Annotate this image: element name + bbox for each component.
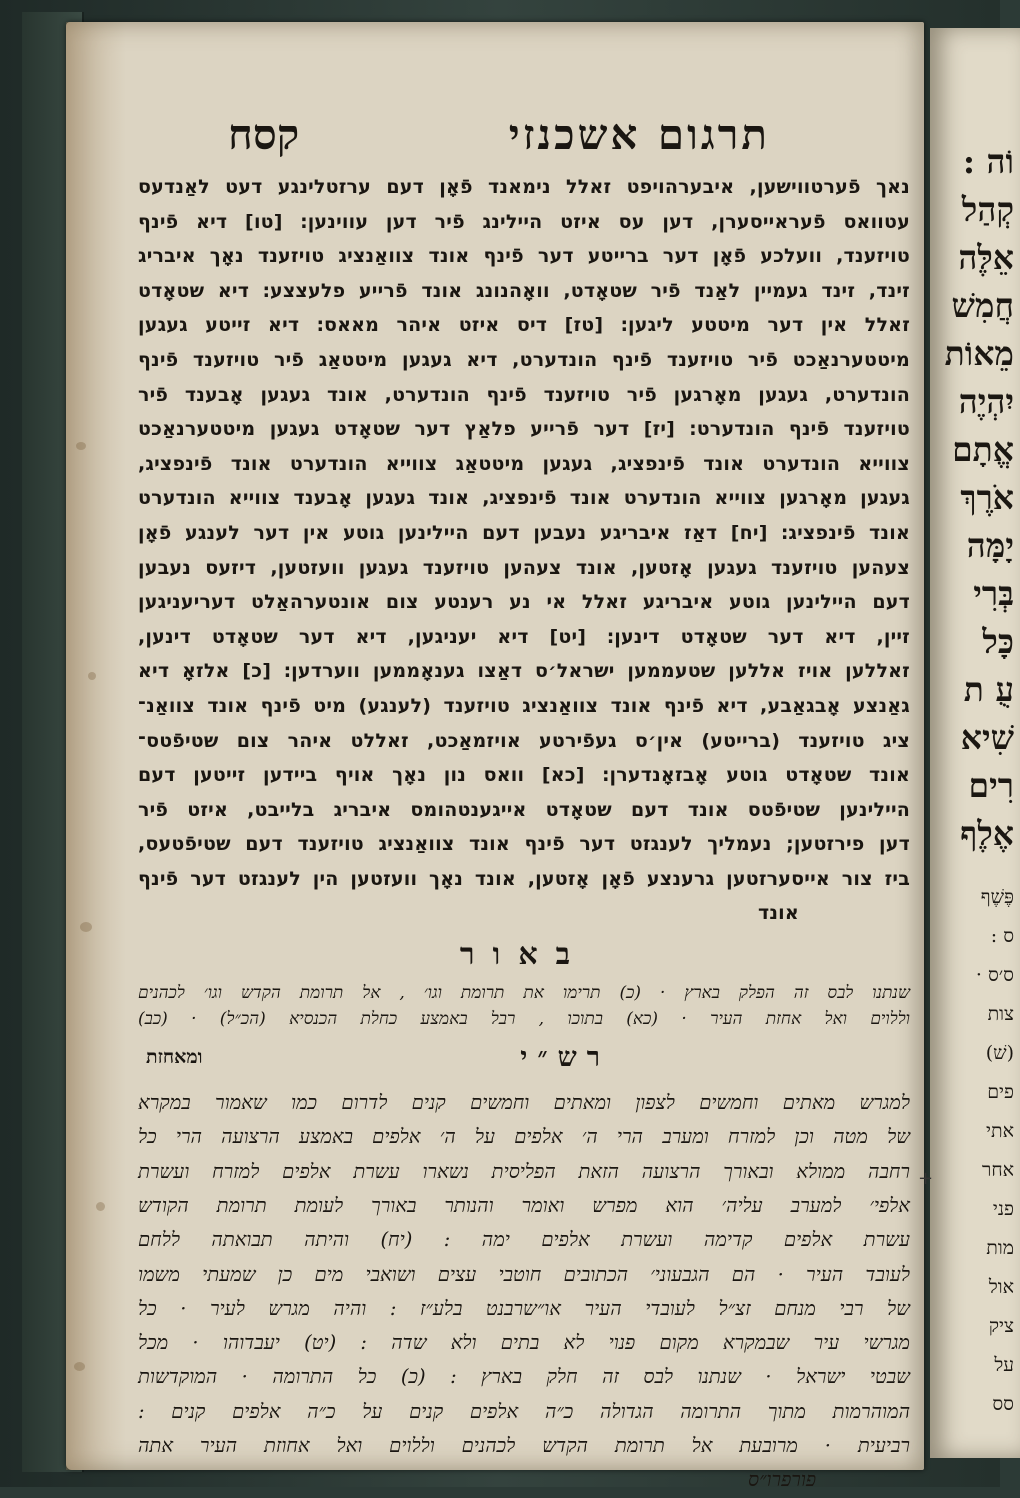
facing-line: אֶלֶף — [960, 814, 1014, 853]
facing-line: ציק — [988, 1315, 1014, 1337]
translation-line: עטוואס פֿעראייסערן, דען עס איזט היילינג פֿיר דען עווינען׃ [טו] דיא פֿינף — [138, 210, 910, 233]
rashi-line: אלפי׳ למערב עליה׳ הוא מפרש ואומר והנותר באורך לעומת תרומת הקודש — [138, 1193, 910, 1217]
translation-line: געגען מאָרגען צווייא הונדערט אונד פֿינפציג, אונד געגען אָבענד צווייא הונדערט — [138, 487, 910, 510]
rashi-catchword: ומאחזת — [146, 1046, 203, 1069]
rashi-block — [138, 1086, 910, 1498]
translation-line: טויזענד, וועלכע פֿאָן דער ברייטע דער פֿינף אונד צוואַנציג טויזענד נאָך איבריג — [138, 245, 910, 268]
rashi-line: של מטה וכן למזרח ומערב הרי ה׳ אלפים על ה׳ אלפים באמצע הרצועה הרי כל — [138, 1125, 910, 1149]
facing-line: חֲמִשׁ — [951, 286, 1014, 325]
rashi-line: שבטי ישראל · שנתנו לבס זה חלק בארץ : (כ) כל התרומה · המוקדשות — [138, 1365, 910, 1389]
translation-line: ביז צור אייסערזטען גרענצע פֿאָן אָזטען, אונד נאָך וועזטען הין לענגזט דער פֿינף — [138, 867, 910, 890]
biur-line: שנתנו לבס זה הפלק בארץ · (כ) תרימו את תרומת וגו׳ , אל תרומת הקדש וגו׳ לכהנים — [138, 983, 910, 1004]
stain — [88, 672, 96, 680]
translation-line: טויזענד פֿינף הונדערט׃ [יז] דער פֿרייע פלאַץ דער שטאָדט געגען מיטטערנאַכט — [138, 418, 910, 441]
page-number: קסח — [228, 110, 300, 159]
rashi-line: רביעית · מרובעת אל תרומת הקדש לכהנים וללוים ואל אחוזת העיר אתה — [138, 1434, 910, 1458]
translation-line: ציג טויזענד (ברייטע) אין׳ס געפֿירטע אויזמאַכט, זאללט איהר צום שטיפֿטס־ — [138, 729, 910, 752]
facing-line: קְהַל — [961, 190, 1014, 229]
stain — [74, 1362, 85, 1371]
stain — [96, 1202, 105, 1211]
facing-line: רִים — [968, 766, 1014, 805]
facing-line: יִהְיֶה — [958, 382, 1014, 421]
rashi-end-catchword: פורפרו״ס — [748, 1468, 817, 1492]
facing-lower-text — [930, 878, 1014, 1424]
margin-mark: + — [918, 1168, 934, 1189]
facing-line: ס׳ס · — [975, 964, 1014, 986]
facing-line: סס — [992, 1393, 1014, 1415]
rashi-line: המוהרמות מתוך התרומה הגדולה כ״ה אלפים קנים על כ״ה אלפים קנים : — [138, 1399, 910, 1423]
translation-line: דעם היילינען גוטע איבריגע זאלל אי נע רענטע צום אונטערהאַלט דעריעניגען — [138, 591, 910, 614]
facing-line: אֵלֶּה — [958, 238, 1014, 277]
translation-line: מיטטערנאַכט פֿיר טויזענד פֿינף הונדערט, דיא געגען מיטטאַג פֿיר טויזענד פֿינף — [138, 348, 910, 371]
facing-page-edge — [930, 28, 1020, 1458]
facing-line: פני — [992, 1198, 1014, 1220]
facing-line: פים — [987, 1081, 1014, 1103]
facing-line: יָמָּה — [966, 526, 1014, 565]
rashi-line: של רבי מנחם זצ״ל לעובדי העיר או״שרבנט בלע״ז : והיה מגרש לעיר · כל — [138, 1296, 910, 1320]
stain — [76, 442, 86, 450]
facing-line: עֻ ת — [963, 670, 1014, 709]
biur-block — [138, 980, 910, 1032]
stain — [80, 922, 92, 932]
facing-line: מֵאוֹת — [944, 334, 1014, 373]
translation-line: זאלל אין דער מיטטע ליגען׃ [טז] דיס איזט איהר מאאס׃ דיא זייטע געגען — [138, 314, 910, 337]
facing-line: פֶּשֶׁף — [980, 886, 1014, 908]
rashi-line: למגרש מאתים וחמשים לצפון ומאתים וחמשים קנים לדרום כמו שאמור במקרא — [138, 1091, 910, 1115]
facing-line: כָּל — [982, 622, 1014, 661]
facing-upper-text — [930, 138, 1014, 858]
facing-line: (שׁ) — [985, 1042, 1014, 1064]
facing-line: אתי — [986, 1120, 1014, 1142]
rashi-line: עשרת אלפים קדימה ועשרת אלפים ימה : (יח) והיתה תבואתה ללחם — [138, 1228, 910, 1252]
translation-line: דען פירזטען; נעמליך לענגזט דער פֿינף אונד צוואַנציג טויזענד דעם שטיפֿטעס, — [138, 833, 910, 856]
translation-line: גאַנצע אָבגאַבע, דיא פֿינף אונד צוואַנציג טויזענד (לענגע) מיט פֿינף אונד צוואַנ־ — [138, 694, 910, 717]
facing-line: ס : — [990, 925, 1014, 947]
rashi-line: מגרשי עיר שבמקרא מקום פנוי לא בתים ולא שדה : (יט) יעבדוהו · מכל — [138, 1331, 910, 1355]
rashi-header-row — [138, 1042, 910, 1078]
translation-catchword: אונד — [758, 902, 799, 925]
translation-line: צווייא הונדערט אונד פֿינפציג, געגען מיטטאַג צווייא הונדערט אונד פֿינפציג, — [138, 452, 910, 475]
header-title: תרגום אשכנזי — [508, 110, 770, 159]
facing-line: בְּרִי — [973, 574, 1014, 613]
facing-line: צות — [987, 1003, 1014, 1025]
translation-block — [138, 170, 910, 931]
translation-line: אונד פֿינפציג׃ [יח] דאַז איבריגע נעבען דעם היילינען גוטע אין דער לענגע פֿאָן — [138, 521, 910, 544]
facing-line: וֹה : — [962, 142, 1014, 181]
rashi-heading: רש״י — [520, 1042, 610, 1074]
running-header — [138, 110, 910, 170]
translation-line: הונדערט, געגען מאָרגען פֿיר טויזענד פֿינף הונדערט, אונד געגען אָבענד פֿיר — [138, 383, 910, 406]
facing-line: מות — [986, 1237, 1014, 1259]
biur-heading: באור — [459, 937, 589, 973]
facing-line: אֹרֶךְ — [960, 478, 1014, 517]
translation-line: נאך פֿערטווישען, איבערהויפט זאלל נימאנד פֿאָן דעם ערזטלינגע דעט לאַנדעס — [138, 176, 910, 198]
rashi-line: לעובד העיר · הם הגבעוני׳ הכתובים חוטבי עצים ושואבי מים כן שמעתי משמו — [138, 1262, 910, 1286]
facing-line: אֱתָם — [952, 430, 1014, 469]
facing-line: אול — [988, 1276, 1014, 1298]
rashi-line: רחבה ממולא ובאורך הרצועה הזאת הפליסית נשארו עשרת אלפים למזרח ועשרת — [138, 1159, 910, 1183]
translation-line: זינד, זינד געמיין לאַנד פֿיר שטאָדט, וואָהנונג אונד פֿרייע פלעצצע׃ דיא שטאָדט — [138, 279, 910, 302]
translation-line: צעהען טויזענד געגען אָזטען, אונד צעהען טויזענד געגען וועזטען, דיזעס נעבען — [138, 556, 910, 579]
page-content — [138, 110, 910, 1498]
translation-line: זאללען אויז אללען שטעממען ישראל׳ס דאַצו גענאָממען ווערדען׃ [כ] אלזאָ דיא — [138, 660, 910, 683]
facing-line: על — [994, 1354, 1014, 1376]
biur-line: וללוים ואל אחזת העיר · (כא) בתוכו , רבל באמצע כחלת הכנסיא (הכ״ל) · (כב) — [138, 1009, 910, 1030]
translation-line: זיין, דיא דער שטאָדט דינען׃ [יט] דיא יעניגען, דיא דער שטאָדט דינען, — [138, 625, 910, 648]
facing-line: אחר — [982, 1159, 1014, 1181]
facing-line: שִׁיא — [960, 718, 1014, 757]
translation-line: אונד שטאָדט גוטע אָבזאָנדערן׃ [כא] וואס נון נאָך אויף ביידען זייטען דעם — [138, 764, 910, 787]
translation-line: היילינען שטיפֿטס אונד דעם שטאָדט אייגענטהומס איבריג בלייבט, איזט פֿיר — [138, 798, 910, 821]
